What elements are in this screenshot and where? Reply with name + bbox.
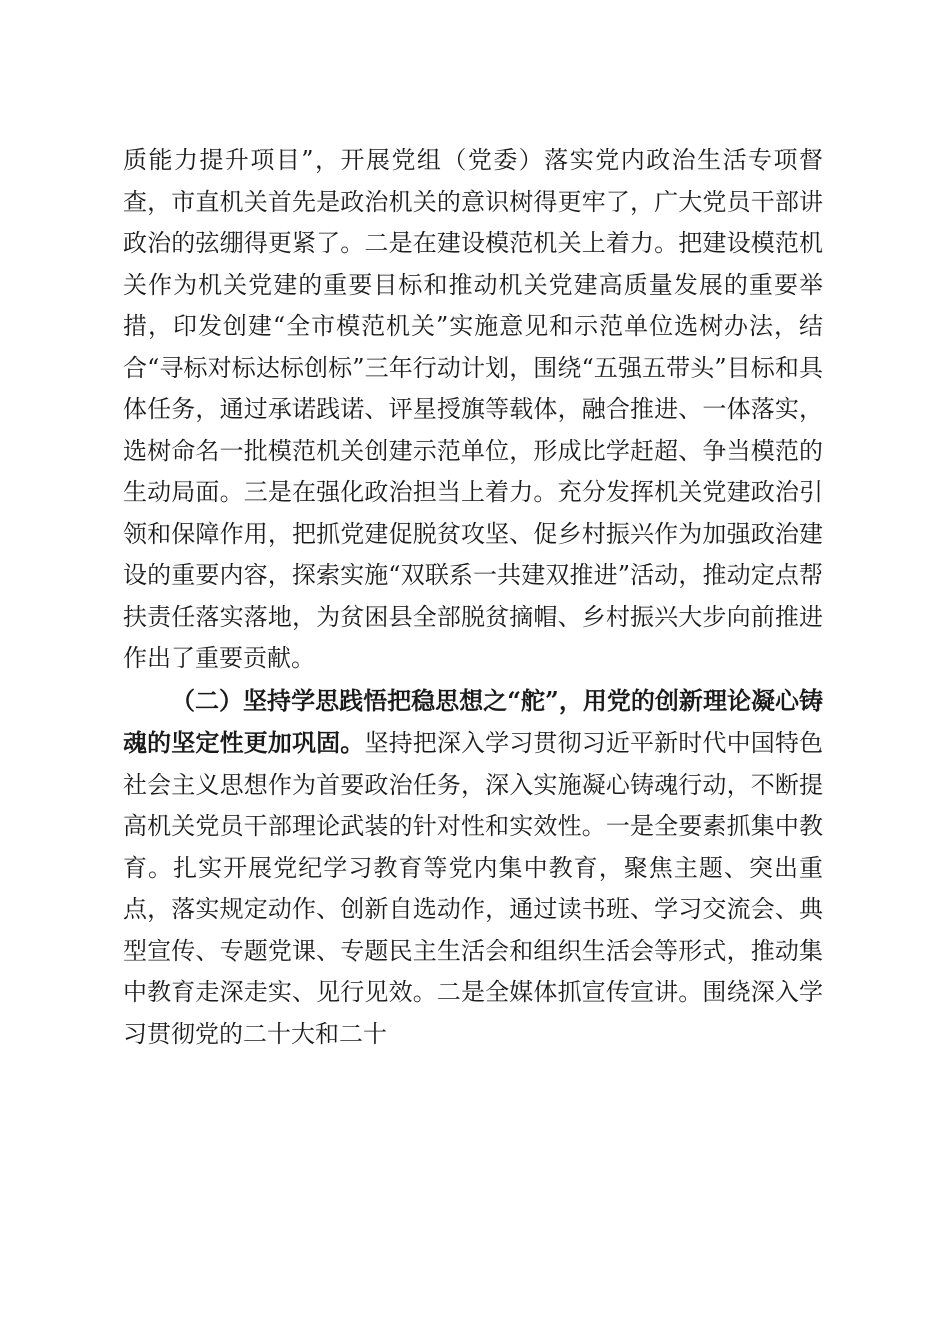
document-body	[123, 140, 823, 1055]
paragraph-2	[123, 680, 823, 1056]
section-heading: （二）坚持学思践悟把稳思想之“舵”，用党的创新理论凝心铸魂的坚定性更加巩固。	[123, 685, 823, 757]
paragraph-2-body: 坚持把深入学习贯彻习近平新时代中国特色社会主义思想作为首要政治任务，深入实施凝心铸魂行动，不断提高机关党员干部理论武装的针对性和实效性。一是全要素抓集中教育。扎实开展党纪学习教育等党内集中教育，聚焦主题、突出重点，落实规定动作、创新自选动作，通过读书班、学习交流会、典型宣传、专题党课、专题民主生活会和组织生活会等形式，推动集中教育走深走实、见行见效。二是全媒体抓宣传宣讲。围绕深入学习贯彻党的二十大和二十	[123, 729, 824, 1048]
paragraph-1: 质能力提升项目”，开展党组（党委）落实党内政治生活专项督查，市直机关首先是政治机关的意识树得更牢了，广大党员干部讲政治的弦绷得更紧了。二是在建设模范机关上着力。把建设模范机关作为机关党建的重要目标和推动机关党建高质量发展的重要举措，印发创建“全市模范机关”实施意见和示范单位选树办法，结合“寻标对标达标创标”三年行动计划，围绕“五强五带头”目标和具体任务，通过承诺践诺、评星授旗等载体，融合推进、一体落实，选树命名一批模范机关创建示范单位，形成比学赶超、争当模范的生动局面。三是在强化政治担当上着力。充分发挥机关党建政治引领和保障作用，把抓党建促脱贫攻坚、促乡村振兴作为加强政治建设的重要内容，探索实施“双联系一共建双推进”活动，推动定点帮扶责任落实落地，为贫困县全部脱贫摘帽、乡村振兴大步向前推进作出了重要贡献。	[123, 146, 823, 672]
